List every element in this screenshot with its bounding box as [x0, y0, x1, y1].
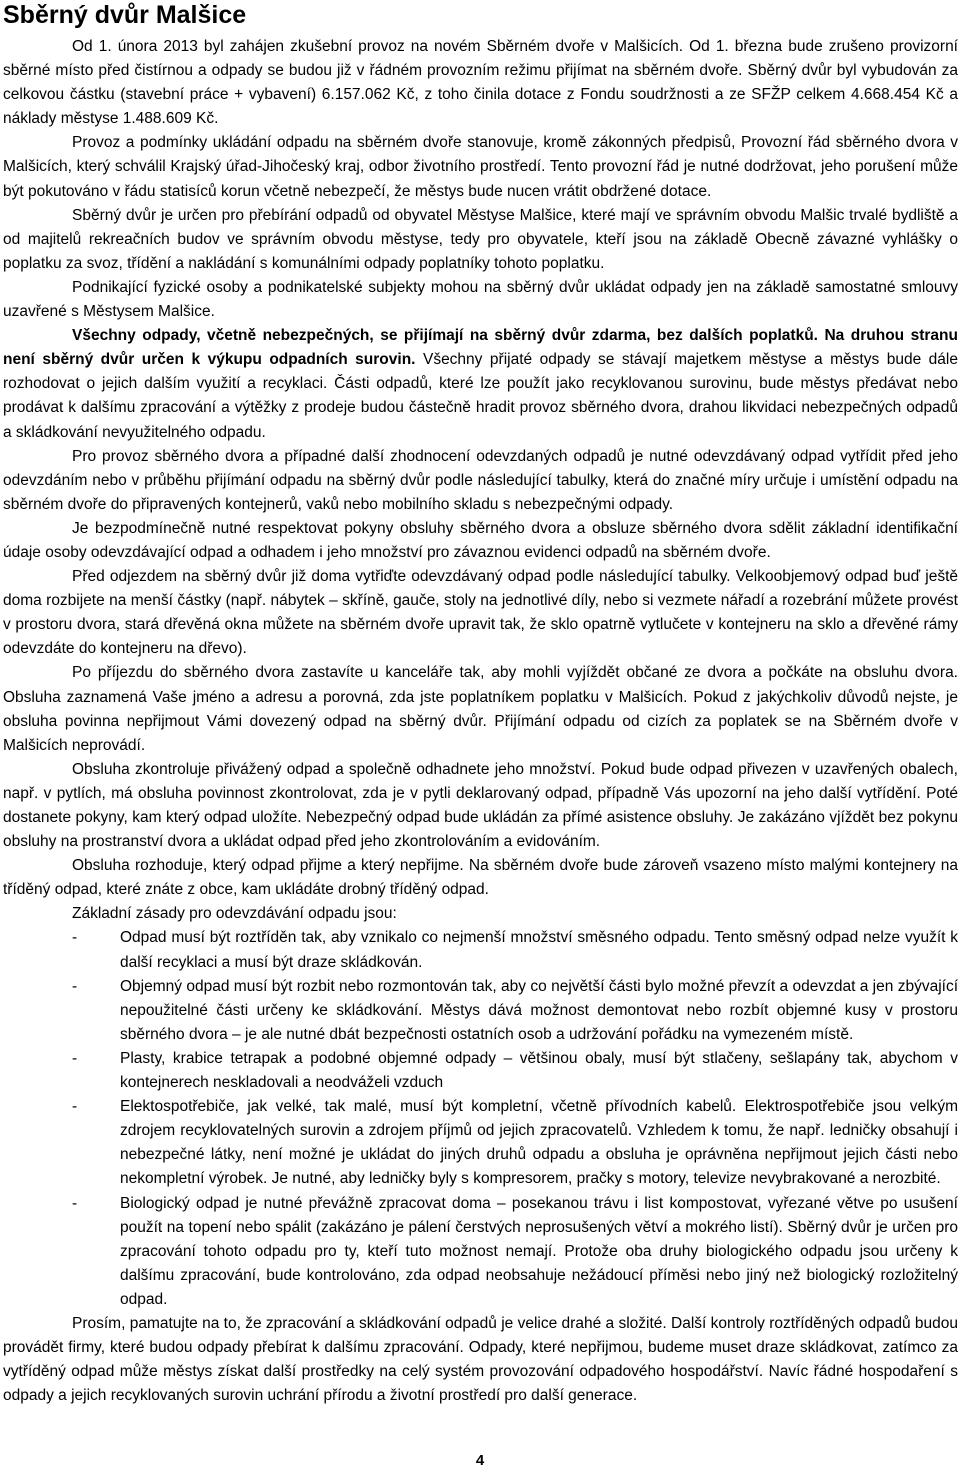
paragraph-inspection: Obsluha zkontroluje přivážený odpad a společně odhadnete jeho množství. Pokud bude odpad přivezen v uzavřených obalech, např. v pytlích, má obsluha povinnost zkontrolovat, zda je v pytli deklarovaný odpad, případně Vás upozorní na jeho další vytřídění. Poté dostanete pokyny, kam který odpad uložíte. Nebezpečný odpad bude ukládán za přímé asistence obsluhy. Je zakázáno vjíždět bez pokynu obsluhy na prostranství dvora a ukládat odpad před jeho zkontrolováním a evidováním.	[3, 760, 958, 851]
list-item-text: Plasty, krabice tetrapak a podobné objemné odpady – většinou obaly, musí být stlačeny, sešlapány tak, abychom v kontejnerech neskladovali a neodváželi vzduch	[120, 1049, 958, 1092]
paragraph-intro: Od 1. února 2013 byl zahájen zkušební provoz na novém Sběrném dvoře v Malšicích. Od 1. března bude zrušeno provizorní sběrné místo před čistírnou a odpady se budou již v řádném provozním režimu přijímat na sběrném dvoře. Sběrný dvůr byl vybudován za celkovou částku (stavební práce + vybavení) 6.157.062 Kč, z toho činila dotace z Fondu soudržnosti a ze SFŽP celkem 4.668.454 Kč a náklady městyse 1.488.609 Kč.	[3, 38, 958, 128]
paragraph-businesses: Podnikající fyzické osoby a podnikatelské subjekty mohou na sběrný dvůr ukládat odpady jen na základě samostatné smlouvy uzavřené s Městysem Malšice.	[3, 278, 958, 321]
list-item	[3, 926, 958, 974]
list-item-text: Biologický odpad je nutné převážně zpracovat doma – posekanou trávu i list kompostovat, vyřezané větve po usušení použít na topení nebo spálit (zakázáno je pálení čerstvých neprosušených větví a mokrého listí). Sběrný dvůr je určen pro zpracování tohoto odpadu pro ty, kteří tuto možnost nemají. Protože oba druhy biologického odpadu jsou určeny k dalšímu zpracování, bude kontrolováno, zda odpad neobsahuje nežádoucí příměsi nebo jiný než biologický rozložitelný odpad.	[120, 1194, 958, 1308]
page-title: Sběrný dvůr Malšice	[3, 1, 247, 29]
paragraph-staff-instructions: Je bezpodmínečně nutné respektovat pokyny obsluhy sběrného dvora a obsluze sběrného dvora sdělit základní identifikační údaje osoby odevzdávající odpad a odhadem i jeho množství pro závaznou evidenci odpadů na sběrném dvoře.	[3, 519, 958, 561]
bullet-dash: -	[72, 1098, 78, 1116]
paragraph-before-departure: Před odjezdem na sběrný dvůr již doma vytřiďte odevzdávaný odpad podle následující tabulky. Velkoobjemový odpad buď ještě doma rozbijete na menší částky (např. nábytek – skříně, gauče, stoly na jednotlivé díly, nebo si vezmete nářadí a rozebrání můžete provést v prostoru dvora, stará dřevěná okna můžete na sběrném dvoře upravit tak, že sklo opatrně vytlučete v kontejneru na sklo a dřevěné rámy odevzdáte do kontejneru na dřevo).	[3, 568, 958, 658]
page-number: 4	[475, 1452, 485, 1469]
bullet-dash: -	[72, 1049, 78, 1067]
paragraph-eligibility: Sběrný dvůr je určen pro přebírání odpadů od obyvatel Městyse Malšice, které mají ve správním obvodu Malšic trvalé bydliště a od majitelů rekreačních budov ve správním obvodu městyse, tedy pro obyvatele, kteří jsou na základě Obecně závazné vyhlášky o poplatku za svoz, třídění a nakládání s komunálními odpady poplatníky tohoto poplatku.	[3, 206, 958, 272]
list-item-text: Odpad musí být roztříděn tak, aby vznikalo co nejmenší množství směsného odpadu. Tento směsný odpad nelze využít k další recyklaci a musí být draze skládkován.	[120, 929, 958, 971]
paragraph-free-of-charge	[3, 324, 958, 444]
list-item	[3, 975, 958, 1047]
bullet-dash: -	[72, 929, 78, 947]
paragraph-operating-rules: Provoz a podmínky ukládání odpadu na sběrném dvoře stanovuje, kromě zákonných předpisů, Provozní řád sběrného dvora v Malšicích, který schválil Krajský úřad-Jihočeský kraj, odbor životního prostředí. Tento provozní řád je nutné dodržovat, jeho porušení může být pokutováno v řádu statisíců korun včetně nebezpečí, že městys bude nucen vrátit obdržené dotace.	[3, 134, 958, 200]
paragraph-free-rest: Všechny přijaté odpady se stávají majetkem městyse a městys bude dále rozhodovat o jejich dalším využití a recyklaci. Části odpadů, které lze použít jako recyklovanou surovinu, bude městys předávat nebo prodávat k dalšímu zpracování a výtěžky z prodeje budou částečně hradit provoz sběrného dvora, drahou likvidaci nebezpečných odpadů a skládkování nevyužitelného odpadu.	[3, 351, 958, 441]
list-item	[3, 1095, 958, 1191]
bold-notice: Všechny odpady, včetně nebezpečných, se přijímají na sběrný dvůr zdarma, bez dalších poplatků. Na druhou stranu není sběrný dvůr určen k výkupu odpadních surovin.	[3, 327, 958, 369]
paragraph-arrival: Po příjezdu do sběrného dvora zastavíte u kanceláře tak, aby mohli vyjíždět občané ze dvora a počkáte na obsluhu dvora. Obsluha zaznamená Vaše jméno a adresu a porovná, zda jste poplatníkem poplatku v Malšicích. Pokud z jakýchkoliv důvodů nejste, je obsluha povinna nepřijmout Vámi dovezený odpad na sběrný dvůr. Přijímání odpadu od cizích za poplatek se na Sběrném dvoře v Malšicích neprovádí.	[3, 664, 958, 754]
paragraph-closing: Prosím, pamatujte na to, že zpracování a skládkování odpadů je velice drahé a složité. Další kontroly roztříděných odpadů budou provádět firmy, které budou odpady přebírat k dalšímu zpracování. Odpady, které nepřijmou, budeme muset draze skládkovat, zatímco za vytříděný odpad může městys získat další prostředky na celý systém provozování odpadového hospodářství. Navíc řádné hospodaření s odpady a jejich recyklovaných surovin uchrání přírodu a životní prostředí pro další generace.	[3, 1314, 958, 1405]
paragraph-staff-decides: Obsluha rozhoduje, který odpad přijme a který nepřijme. Na sběrném dvoře bude zároveň vsazeno místo malými kontejnery na tříděný odpad, které znáte z obce, kam ukládáte drobný tříděný odpad.	[3, 857, 958, 899]
bullet-dash: -	[72, 977, 78, 995]
list-item-text: Objemný odpad musí být rozbit nebo rozmontován tak, aby co největší části bylo možné převzít a odevzdat a jen zbývající nepoužitelné části určeny ke skládkování. Městys dává možnost demontovat nebo rozbít objemné kusy v prostoru sběrného dvora – je ale nutné dbát bezpečnosti ostatních osob a udržování pořádku na vymezeném místě.	[120, 977, 958, 1043]
paragraph-sorting: Pro provoz sběrného dvora a případné další zhodnocení odevzdaných odpadů je nutné odevzdávaný odpad vytřídit před jeho odevzdáním nebo v průběhu přijímání odpadu na sběrný dvůr podle následující tabulky, která do značné míry určuje i umístění odpadu na sběrném dvoře do připravených kontejnerů, vaků nebo mobilního skladu s nebezpečnými odpady.	[3, 447, 958, 513]
list-item	[3, 1047, 958, 1095]
rules-list	[3, 926, 958, 1312]
list-item-text: Elektospotřebiče, jak velké, tak malé, musí být kompletní, včetně přívodních kabelů. Elektrospotřebiče jsou velkým zdrojem recyklovatelných surovin a zdrojem příjmů od jejich zpracovatelů. Vzhledem k tomu, že např. ledničky obsahují i nebezpečné látky, není možné je ukládat do jiných druhů odpadu a obsluha je oprávněna nepřijmout jejich části nebo nekompletní výrobek. Je nutné, aby ledničky byly s kompresorem, pračky s motory, televize nevybrakované a nerozbité.	[120, 1098, 958, 1188]
list-item	[3, 1192, 958, 1312]
bullet-dash: -	[72, 1194, 78, 1212]
rules-intro: Základní zásady pro odevzdávání odpadu jsou:	[72, 905, 397, 923]
